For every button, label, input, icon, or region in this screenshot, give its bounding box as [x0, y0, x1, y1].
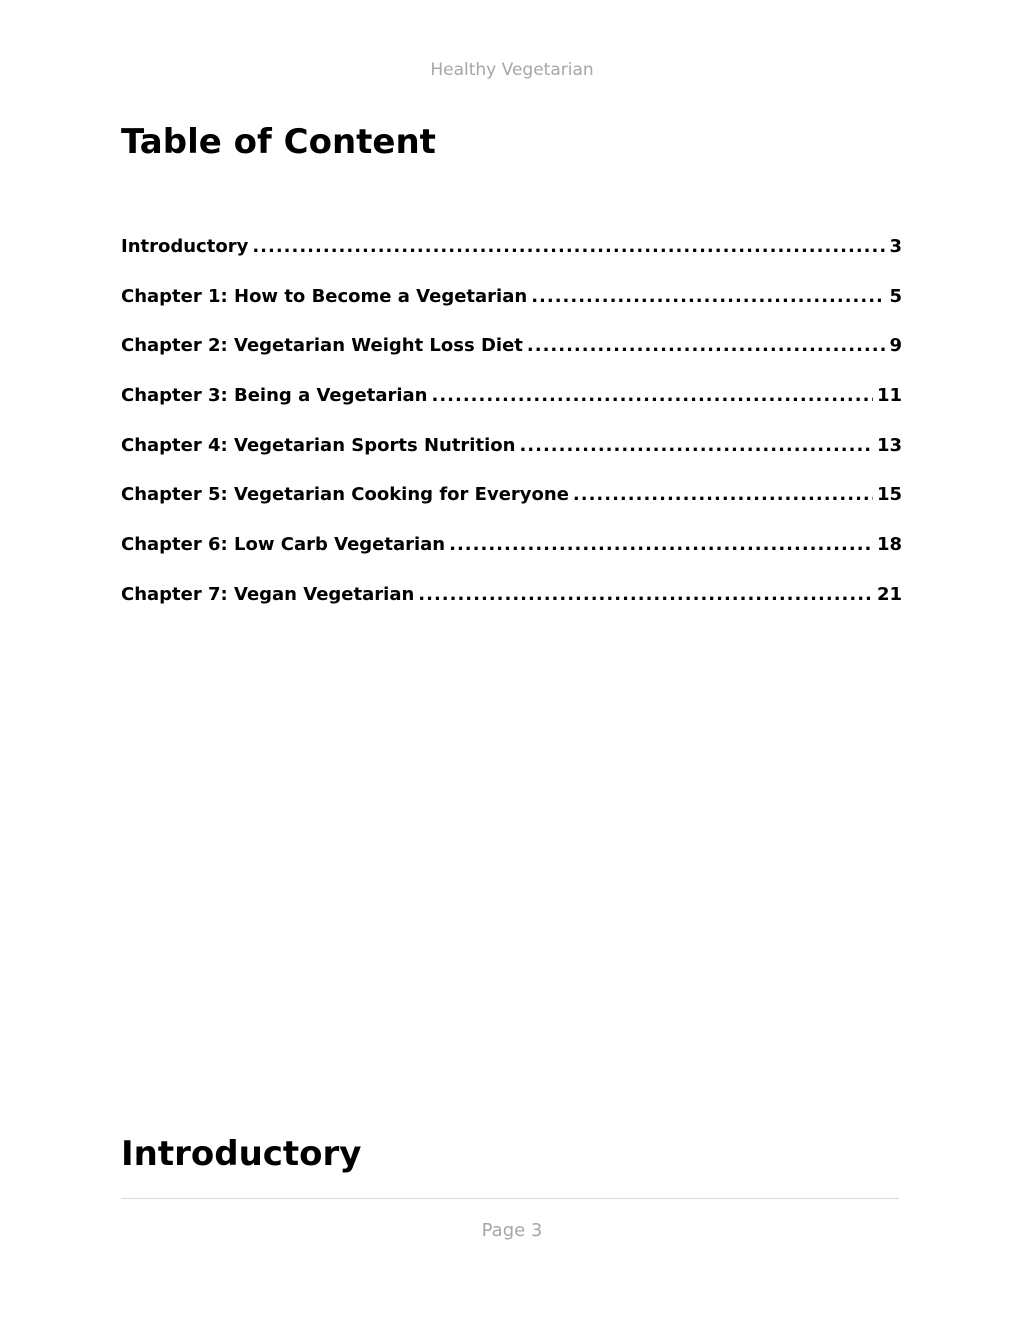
toc-entry-page: 15	[876, 484, 902, 506]
toc-entry-chapter-5[interactable]	[121, 478, 902, 528]
toc-entry-label: Chapter 6: Low Carb Vegetarian	[121, 534, 446, 556]
toc-entry-page: 5	[889, 285, 902, 307]
toc-entry-chapter-7[interactable]	[121, 578, 902, 628]
toc-entry-label: Chapter 5: Vegetarian Cooking for Everyone	[121, 484, 569, 506]
footer-divider	[121, 1198, 899, 1199]
dot-leader	[449, 528, 873, 562]
dot-leader	[519, 429, 873, 463]
toc-entry-page: 3	[889, 236, 902, 257]
toc-entry-page: 18	[876, 534, 902, 556]
dot-leader	[531, 280, 885, 314]
running-header: Healthy Vegetarian	[430, 60, 594, 80]
toc-entry-page: 13	[876, 434, 902, 456]
section-heading: Introductory	[121, 1134, 362, 1174]
dot-leader	[418, 578, 873, 612]
toc-entry-chapter-3[interactable]	[121, 379, 902, 429]
toc-title: Table of Content	[121, 122, 436, 162]
toc-entry-chapter-4[interactable]	[121, 429, 902, 479]
dot-leader	[527, 329, 886, 363]
toc-entry-label: Chapter 1: How to Become a Vegetarian	[121, 285, 528, 307]
toc-entry-label: Chapter 2: Vegetarian Weight Loss Diet	[121, 335, 523, 357]
toc-entry-label: Introductory	[121, 236, 249, 257]
dot-leader	[573, 478, 873, 512]
dot-leader	[252, 230, 885, 264]
table-of-contents	[121, 230, 902, 628]
toc-entry-chapter-6[interactable]	[121, 528, 902, 578]
toc-entry-page: 11	[876, 385, 902, 407]
toc-entry-page: 9	[889, 335, 902, 357]
toc-entry-label: Chapter 3: Being a Vegetarian	[121, 385, 428, 407]
toc-entry-chapter-1[interactable]	[121, 280, 902, 330]
toc-entry-introductory[interactable]	[121, 230, 902, 280]
toc-entry-label: Chapter 7: Vegan Vegetarian	[121, 583, 415, 605]
toc-entry-label: Chapter 4: Vegetarian Sports Nutrition	[121, 434, 516, 456]
toc-entry-page: 21	[876, 583, 902, 605]
toc-entry-chapter-2[interactable]	[121, 329, 902, 379]
page-number: Page 3	[481, 1220, 543, 1241]
dot-leader	[431, 379, 872, 413]
